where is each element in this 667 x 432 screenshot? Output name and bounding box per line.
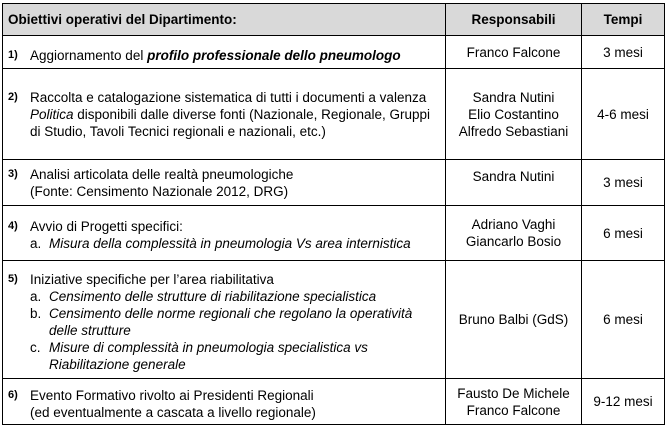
sub-item-text: Misure di complessità in pneumologia specialistica vs Riabilitazione generale	[49, 339, 368, 372]
header-objectives: Obiettivi operativi del Dipartimento:	[3, 4, 446, 36]
timing-cell: 3 mesi	[582, 36, 665, 69]
objective-cell	[3, 261, 446, 379]
sub-item	[30, 235, 430, 252]
objectives-table	[2, 3, 665, 425]
objective-cell	[3, 36, 446, 69]
table-row	[3, 69, 665, 160]
responsible-name: Franco Falcone	[466, 402, 561, 418]
objective-line: Avvio di Progetti specifici:	[30, 218, 183, 234]
objective-text-part: Aggiornamento del	[30, 48, 148, 63]
sub-item-text: Censimento delle norme regionali che regolano la operatività delle strutture	[49, 305, 413, 338]
sub-item-text: Censimento delle strutture di riabilitazione specialistica	[49, 288, 377, 304]
timing-cell: 6 mesi	[582, 261, 665, 379]
timing-cell: 9-12 mesi	[582, 379, 665, 425]
row-number: 2)	[8, 90, 18, 103]
sub-item-letter: b.	[30, 305, 42, 321]
timing-cell: 6 mesi	[582, 206, 665, 261]
responsible-name: Fausto De Michele	[457, 385, 570, 401]
responsible-cell	[446, 36, 582, 69]
row-number: 3)	[8, 167, 18, 180]
objective-text	[30, 166, 430, 200]
responsible-cell	[446, 379, 582, 425]
sub-item-text: Misura della complessità in pneumologia Vs area internistica	[49, 235, 411, 251]
table-row	[3, 206, 665, 261]
sub-item	[30, 339, 430, 373]
sub-item-letter: a.	[30, 288, 42, 304]
responsible-name: Franco Falcone	[466, 44, 561, 60]
objective-text	[30, 218, 430, 252]
objective-line: Analisi articolata delle realtà pneumologiche	[30, 166, 294, 182]
objective-text	[30, 89, 430, 140]
row-number: 4)	[8, 219, 18, 232]
responsible-cell	[446, 69, 582, 160]
objective-cell	[3, 160, 446, 206]
table-row	[3, 261, 665, 379]
responsible-name: Elio Costantino	[468, 106, 559, 122]
objective-text	[30, 387, 430, 421]
responsible-name: Adriano Vaghi	[471, 217, 556, 232]
objective-text	[30, 271, 430, 373]
objective-cell	[3, 69, 446, 160]
responsible-name: Sandra Nutini	[472, 89, 555, 105]
table-row	[3, 36, 665, 69]
table-row	[3, 160, 665, 206]
objective-line: (Fonte: Censimento Nazionale 2012, DRG)	[30, 183, 289, 199]
objective-cell	[3, 379, 446, 425]
timing-cell: 4-6 mesi	[582, 69, 665, 160]
table-row	[3, 379, 665, 425]
header-timing: Tempi	[582, 4, 665, 36]
objective-emphasis: profilo professionale dello pneumologo	[147, 48, 401, 63]
objective-text	[30, 47, 430, 64]
row-number: 5)	[8, 272, 18, 285]
sub-item-letter: c.	[30, 339, 41, 355]
timing-cell: 3 mesi	[582, 160, 665, 206]
responsible-name: Sandra Nutini	[472, 169, 555, 184]
responsible-cell	[446, 261, 582, 379]
objective-italic: Politica	[30, 106, 74, 122]
header-row	[3, 4, 665, 36]
objective-line: Iniziative specifiche per l’area riabilitativa	[30, 271, 274, 287]
objective-text-part: disponibili dalle diverse fonti (Nazionale, Regionale, Gruppi di Studio, Tavoli Tecnici regionali e nazionali, etc.)	[30, 106, 430, 139]
objective-line: (ed eventualmente a cascata a livello regionale)	[30, 405, 316, 420]
sub-item-letter: a.	[30, 235, 42, 251]
objective-text-part: Raccolta e catalogazione sistematica di tutti i documenti a valenza	[30, 89, 427, 105]
row-number: 1)	[8, 49, 18, 61]
sub-item	[30, 305, 430, 339]
responsible-name: Alfredo Sebastiani	[458, 123, 569, 139]
responsible-cell	[446, 160, 582, 206]
objective-cell	[3, 206, 446, 261]
header-responsible: Responsabili	[446, 4, 582, 36]
responsible-name: Bruno Balbi (GdS)	[458, 312, 569, 327]
responsible-name: Giancarlo Bosio	[465, 234, 562, 249]
objective-line: Evento Formativo rivolto ai Presidenti Regionali	[30, 388, 314, 403]
sub-item	[30, 288, 430, 305]
responsible-cell	[446, 206, 582, 261]
row-number: 6)	[8, 389, 18, 401]
